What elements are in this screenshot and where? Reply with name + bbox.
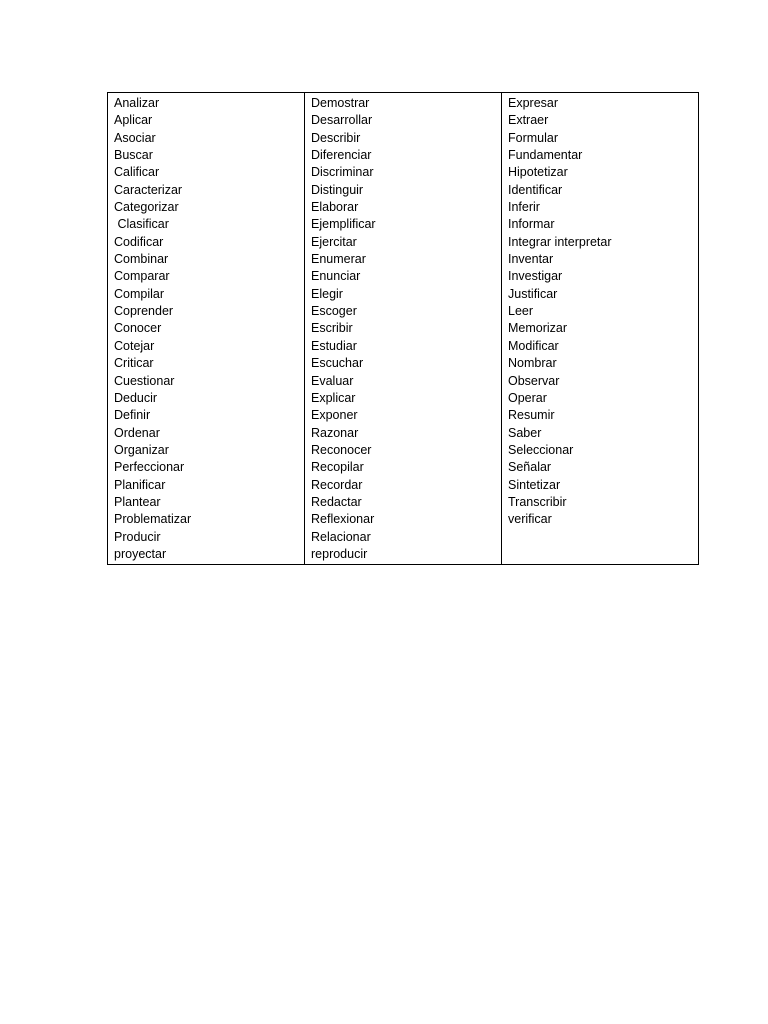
- verb-item: Estudiar: [311, 338, 357, 353]
- verb-item: Modificar: [508, 338, 559, 353]
- verb-item: Analizar: [114, 96, 160, 110]
- verb-item: Distinguir: [311, 182, 364, 197]
- verb-item: Producir: [114, 529, 161, 544]
- verb-item: Integrar interpretar: [508, 234, 612, 249]
- verb-item: Investigar: [508, 269, 563, 284]
- verb-item: Formular: [508, 130, 559, 145]
- verb-item: Aplicar: [114, 113, 153, 128]
- verb-item: reproducir: [311, 546, 368, 561]
- verb-column-2: [305, 93, 502, 565]
- verb-item: Criticar: [114, 356, 154, 371]
- verb-item: Enumerar: [311, 252, 366, 267]
- verb-item: Memorizar: [508, 321, 568, 336]
- verb-item: Desarrollar: [311, 113, 373, 128]
- verb-item: Seleccionar: [508, 442, 574, 457]
- verb-item: Ordenar: [114, 425, 160, 440]
- verb-item: Organizar: [114, 442, 169, 457]
- verb-item: Diferenciar: [311, 148, 372, 163]
- verb-item: Describir: [311, 130, 361, 145]
- verb-item: Comparar: [114, 269, 170, 284]
- verb-item: Escribir: [311, 321, 353, 336]
- verb-item: Identificar: [508, 182, 563, 197]
- verb-item: Clasificar: [114, 217, 169, 232]
- verb-item: Explicar: [311, 390, 356, 405]
- verb-item: Señalar: [508, 460, 552, 475]
- verb-item: Exponer: [311, 408, 358, 423]
- verb-item: Deducir: [114, 390, 158, 405]
- verb-item: Demostrar: [311, 96, 370, 110]
- verb-item: Reflexionar: [311, 512, 375, 527]
- verb-item: Elegir: [311, 286, 343, 301]
- verb-item: Justificar: [508, 286, 558, 301]
- verb-item: Caracterizar: [114, 182, 183, 197]
- table-row: [108, 93, 699, 565]
- verb-item: Observar: [508, 373, 560, 388]
- verb-item: Ejemplificar: [311, 217, 376, 232]
- verb-item: Hipotetizar: [508, 165, 568, 180]
- verb-item: Escoger: [311, 304, 357, 319]
- verb-item: Calificar: [114, 165, 160, 180]
- verb-column-1: [108, 93, 305, 565]
- verb-item: Reconocer: [311, 442, 372, 457]
- verb-item: Transcribir: [508, 494, 567, 509]
- verb-item: Problematizar: [114, 512, 192, 527]
- verb-item: Resumir: [508, 408, 555, 423]
- verb-item: Perfeccionar: [114, 460, 185, 475]
- verb-item: Cuestionar: [114, 373, 175, 388]
- verb-item: Elaborar: [311, 200, 359, 215]
- verb-item: Categorizar: [114, 200, 179, 215]
- verb-item: Evaluar: [311, 373, 354, 388]
- verb-table: [107, 92, 699, 565]
- verb-item: verificar: [508, 512, 552, 527]
- verb-item: Discriminar: [311, 165, 374, 180]
- verb-item: Compilar: [114, 286, 165, 301]
- verb-item: Recopilar: [311, 460, 364, 475]
- verb-item: Fundamentar: [508, 148, 583, 163]
- verb-item: Buscar: [114, 148, 153, 163]
- verb-item: Asociar: [114, 130, 156, 145]
- verb-item: Codificar: [114, 234, 164, 249]
- verb-item: Saber: [508, 425, 542, 440]
- verb-item: Leer: [508, 304, 534, 319]
- verb-item: Informar: [508, 217, 555, 232]
- verb-item: Nombrar: [508, 356, 557, 371]
- verb-item: Relacionar: [311, 529, 371, 544]
- verb-item: Sintetizar: [508, 477, 561, 492]
- verb-item: Inventar: [508, 252, 554, 267]
- verb-item: Redactar: [311, 494, 362, 509]
- verb-item: Enunciar: [311, 269, 361, 284]
- verb-item: Combinar: [114, 252, 169, 267]
- verb-item: Expresar: [508, 96, 559, 110]
- verb-item: Conocer: [114, 321, 162, 336]
- verb-item: Escuchar: [311, 356, 364, 371]
- verb-item: Operar: [508, 390, 547, 405]
- verb-item: proyectar: [114, 546, 167, 561]
- verb-item: Ejercitar: [311, 234, 357, 249]
- verb-item: Extraer: [508, 113, 549, 128]
- verb-item: Coprender: [114, 304, 174, 319]
- verb-item: Definir: [114, 408, 151, 423]
- verb-item: Inferir: [508, 200, 540, 215]
- verb-item: Recordar: [311, 477, 363, 492]
- verb-item: Cotejar: [114, 338, 155, 353]
- verb-item: Planificar: [114, 477, 166, 492]
- verb-column-3: [502, 93, 699, 565]
- verb-item: Plantear: [114, 494, 161, 509]
- verb-item: Razonar: [311, 425, 359, 440]
